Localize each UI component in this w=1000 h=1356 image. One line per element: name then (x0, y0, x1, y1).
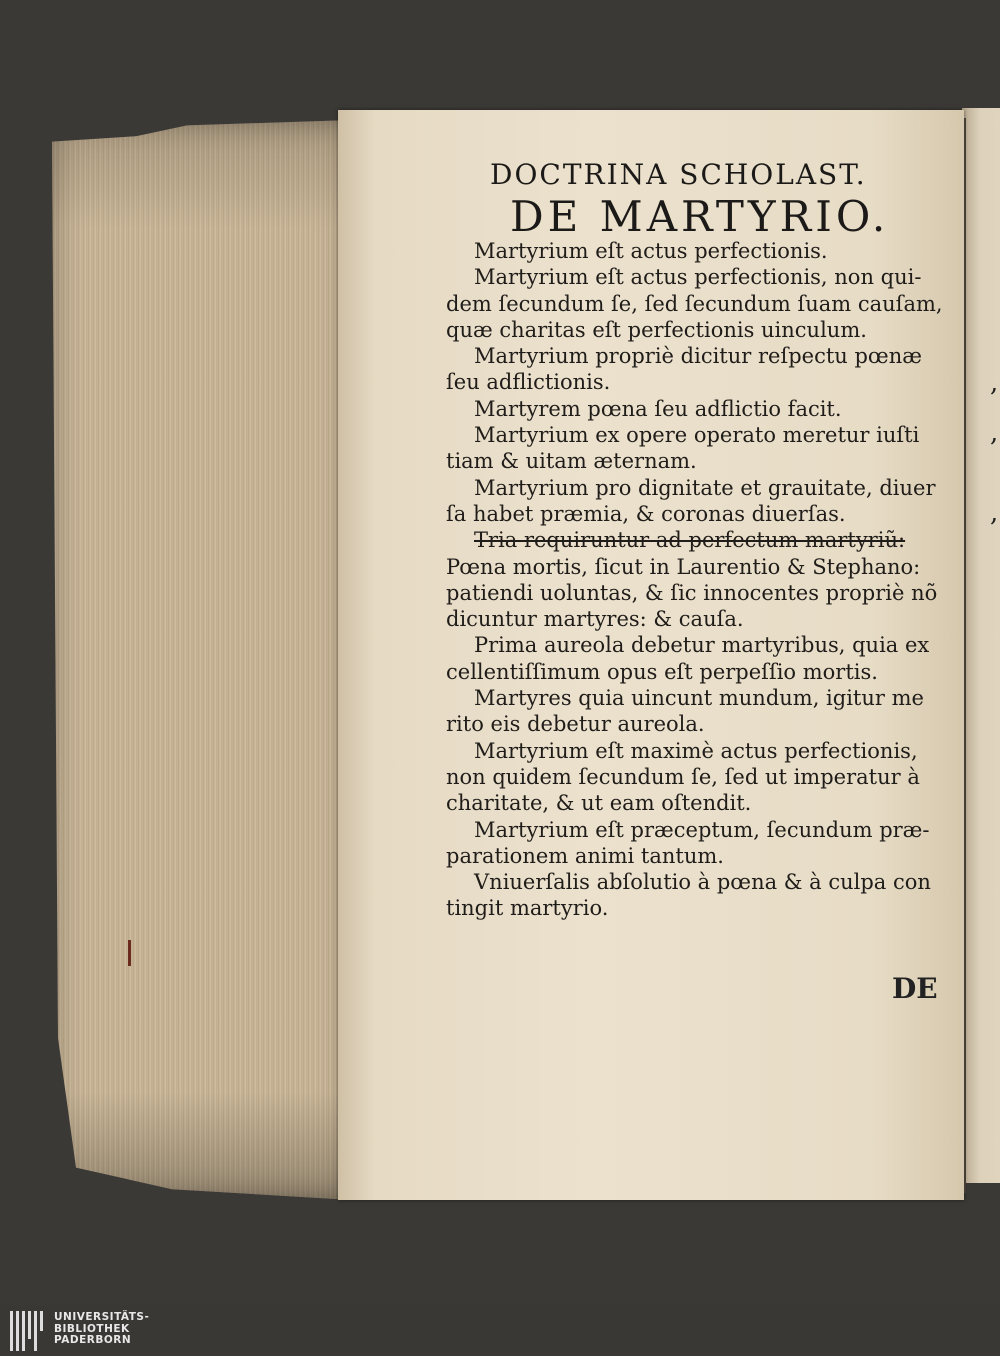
facing-page: , , , (962, 108, 1000, 1183)
text-line: non quidem ſecundum ſe, ſed ut imperatur à (446, 764, 920, 789)
text-line: Martyrium ex opere operato meretur iuſti (474, 423, 920, 448)
text-line: Prima aureola debetur martyribus, quia ex (474, 633, 930, 658)
text-line: dicuntur martyres: & cauſa. (446, 607, 744, 632)
library-name: UNIVERSITÄTS- BIBLIOTHEK PADERBORN (54, 1311, 150, 1346)
text-line: Vniuerſalis abſolutio à pœna & à culpa con (474, 870, 931, 895)
library-footer (0, 1305, 1000, 1356)
book-fore-edge (52, 120, 352, 1200)
text-line: quæ charitas eſt perfectionis uinculum. (446, 317, 867, 342)
text-line: parationem animi tantum. (446, 843, 724, 868)
text-line: Martyres quia uincunt mundum, igitur me (474, 686, 924, 711)
text-line: Tria requiruntur ad perfectum martyriũ: (474, 528, 906, 553)
text-line: ſa habet præmia, & coronas diuerſas. (446, 501, 846, 526)
body-text (446, 238, 943, 922)
text-line: Martyrium eſt actus perfectionis, non qui- (474, 265, 922, 290)
page-marker (128, 940, 131, 966)
text-line: cellentiſſimum opus eſt perpeſſio mortis. (446, 659, 878, 684)
text-line: charitate, & ut eam oſtendit. (446, 791, 752, 816)
text-line: tiam & uitam æternam. (446, 449, 697, 474)
text-line: ſeu adflictionis. (446, 370, 611, 395)
text-line: Pœna mortis, ſicut in Laurentio & Stephano: (446, 554, 921, 579)
text-line: patiendi uoluntas, & ſic innocentes propriè nõ (446, 580, 938, 605)
running-head: DOCTRINA SCHOLAST. (490, 158, 867, 191)
text-line: Martyrium eſt maximè actus perfectionis, (474, 738, 918, 763)
text-line: Martyrium pro dignitate et grauitate, diuer (474, 475, 936, 500)
text-line: Martyrium eſt præceptum, ſecundum præ- (474, 817, 930, 842)
section-title: DE MARTYRIO. (510, 192, 890, 241)
text-line: Martyrem pœna ſeu adflictio facit. (474, 396, 842, 421)
text-line: Martyrium propriè dicitur reſpectu pœnæ (474, 344, 922, 369)
text-line: dem ſecundum ſe, ſed ſecundum ſuam cauſam, (446, 291, 943, 316)
text-line: tingit martyrio. (446, 896, 609, 921)
text-line: Martyrium eſt actus perfectionis. (474, 239, 828, 263)
text-line: rito eis debetur aureola. (446, 712, 705, 737)
catchword: DE (892, 972, 938, 1005)
library-logo-icon (10, 1311, 46, 1351)
